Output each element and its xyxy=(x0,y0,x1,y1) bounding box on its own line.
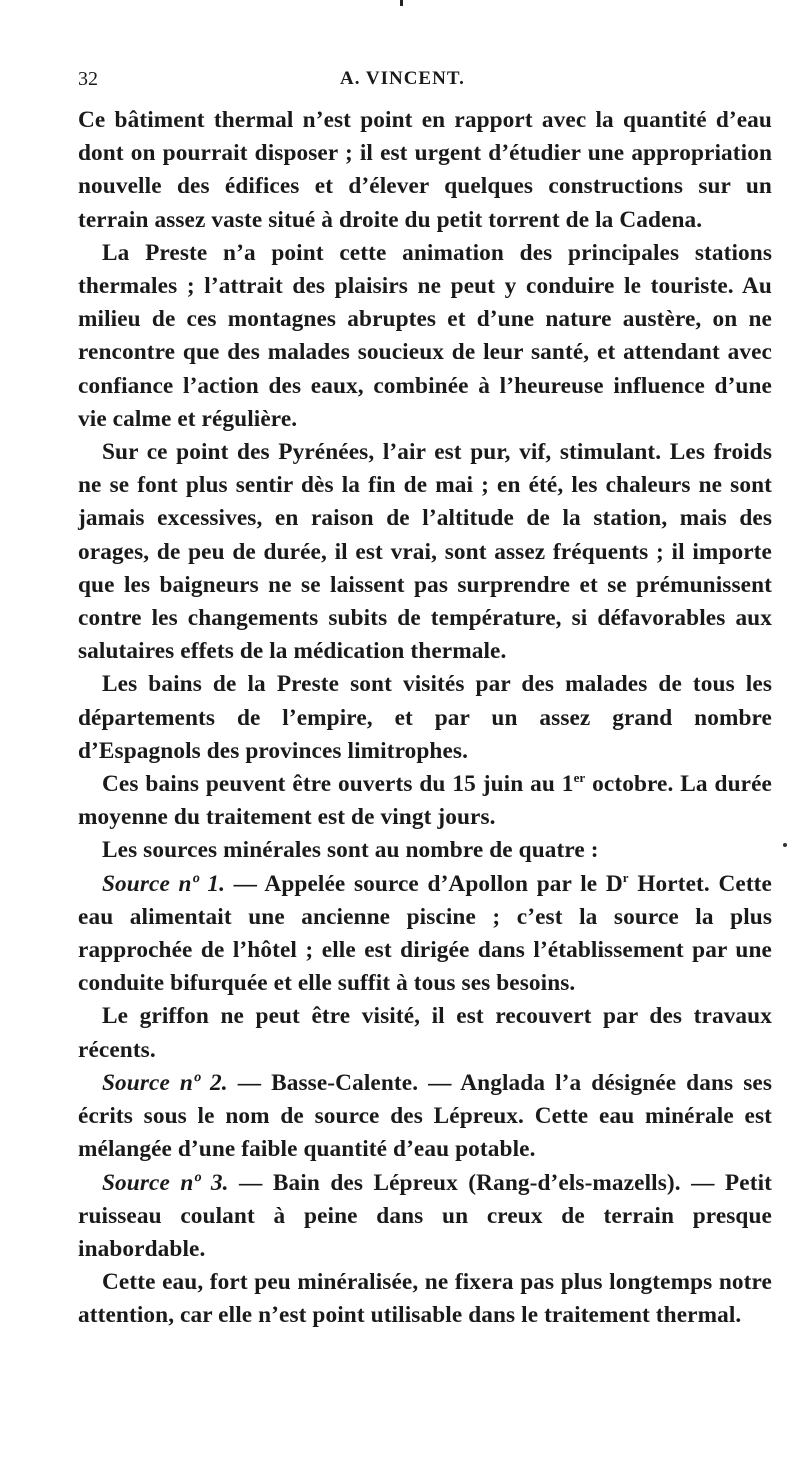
print-speck xyxy=(783,843,787,847)
source-1-superscript: r xyxy=(622,869,629,885)
body-text xyxy=(78,104,772,1333)
page-number: 32 xyxy=(78,68,98,90)
season-superscript: er xyxy=(573,770,586,786)
paragraph-source-2 xyxy=(78,1067,772,1167)
source-1-text-before: — Appelée source d’Apollon par le D xyxy=(225,870,623,897)
page-header xyxy=(78,68,770,100)
paragraph-source-3 xyxy=(78,1167,772,1267)
running-head: A. VINCENT. xyxy=(340,68,465,89)
print-mark xyxy=(400,0,403,6)
source-2-text: — Basse-Calente. — Anglada l’a désignée dans ses écrits sous le nom de source des Lépreux. Cette eau minérale est mélangée d’une faible quantité d’eau potable. xyxy=(78,1069,772,1163)
source-1-label: Source nº 1. xyxy=(102,870,226,897)
paragraph-climate: Sur ce point des Pyrénées, l’air est pur, vif, stimulant. Les froids ne se font plus sentir dès la fin de mai ; en été, les chaleurs ne sont jamais excessives, en raison de l’altitude de la station, mais des orages, de peu de durée, il est vrai, sont assez fréquents ; il importe que les baigneurs ne se laissent pas surprendre et se prémunissent contre les changements subits de température, si défavorables aux salutaires effets de la médication thermale. xyxy=(78,439,772,665)
season-text-before: Ces bains peuvent être ouverts du 15 juin au 1 xyxy=(102,771,574,798)
paragraph-closing: Cette eau, fort peu minéralisée, ne fixera pas plus longtemps notre attention, car elle n’est point utilisable dans le traitement thermal. xyxy=(78,1269,772,1329)
paragraph-season xyxy=(78,768,772,834)
paragraph-source-1 xyxy=(78,868,772,1001)
paragraph-preste-animation: La Preste n’a point cette animation des principales stations thermales ; l’attrait des plaisirs ne peut y conduire le touriste. Au milieu de ces montagnes abruptes et d’une nature austère, on ne rencontre que des malades soucieux de leur santé, et attendant avec confiance l’action des eaux, combinée à l’heureuse influence d’une vie calme et régulière. xyxy=(78,239,772,432)
source-3-label: Source nº 3. xyxy=(102,1169,229,1196)
source-3-text: — Bain des Lépreux (Rang-d’els-mazells). — Petit ruisseau coulant à peine dans un creux de terrain presque inabordable. xyxy=(78,1169,772,1262)
paragraph-visitors: Les bains de la Preste sont visités par des malades de tous les départements de l’empire, et par un assez grand nombre d’Espagnols des provinces limitrophes. xyxy=(78,671,772,764)
paragraph-sources-intro: Les sources minérales sont au nombre de quatre : xyxy=(102,837,599,864)
season-text-after: octobre. La durée moyenne du traitement est de vingt jours. xyxy=(78,771,772,831)
source-2-label: Source nº 2. xyxy=(102,1069,228,1096)
source-1-text-after: Hortet. Cette eau alimentait une ancienne piscine ; c’est la source la plus rapprochée de l’hôtel ; elle est dirigée dans l’établissement par une conduite bifurquée et elle suffit à tous ses besoins. xyxy=(78,870,772,997)
paragraph-building: Ce bâtiment thermal n’est point en rapport avec la quantité d’eau dont on pourrait disposer ; il est urgent d’étudier une appropriation nouvelle des édifices et d’élever quelques constructions sur un terrain assez vaste situé à droite du petit torrent de la Cadena. xyxy=(78,107,772,233)
paragraph-griffon: Le griffon ne peut être visité, il est recouvert par des travaux récents. xyxy=(78,1003,772,1063)
